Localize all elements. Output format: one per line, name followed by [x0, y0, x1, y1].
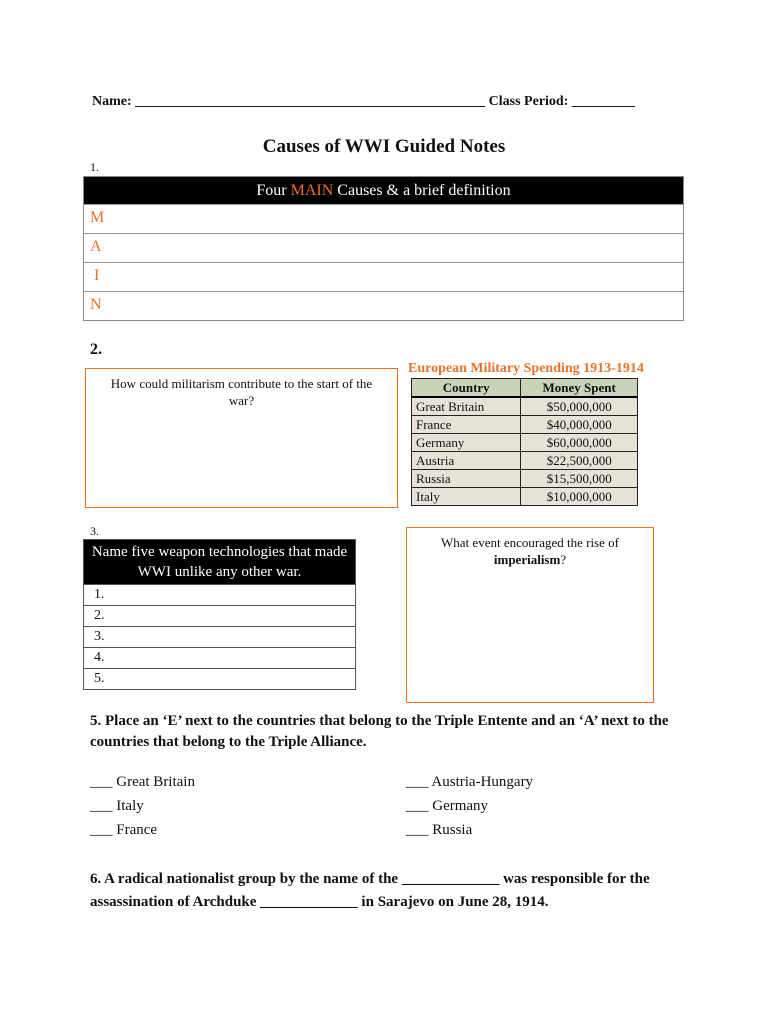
table-row	[412, 397, 638, 416]
table-row	[412, 434, 638, 452]
country-cell: Russia	[412, 470, 521, 488]
period-label: Class Period:	[488, 94, 569, 109]
country-cell: Austria	[412, 452, 521, 470]
money-cell: $15,500,000	[521, 470, 638, 488]
table-row	[412, 470, 638, 488]
q5-prompt: 5. Place an ‘E’ next to the countries that belong to the Triple Entente and an ‘A’ next to the countries that belong to the Triple Alliance.	[90, 713, 669, 750]
main-row-n[interactable]	[84, 291, 683, 320]
weapons-heading: Name five weapon technologies that made WWI unlike any other war.	[84, 540, 355, 584]
heading-main-highlight: MAIN	[290, 182, 334, 199]
letter-n: N	[90, 296, 102, 313]
col-money: Money Spent	[521, 379, 638, 398]
name-line	[92, 94, 635, 110]
table-row	[412, 416, 638, 434]
country-cell: Great Britain	[412, 397, 521, 416]
country-cell: France	[412, 416, 521, 434]
main-causes-table	[83, 176, 684, 321]
imperialism-question-mark: ?	[560, 552, 567, 567]
table-row	[412, 488, 638, 506]
weapon-row-5[interactable]: 5.	[84, 668, 355, 689]
imperialism-question	[407, 528, 653, 568]
main-table-heading	[84, 177, 683, 204]
choice-italy[interactable]: ___ Italy	[90, 798, 144, 814]
weapon-row-2[interactable]: 2.	[84, 605, 355, 626]
imperialism-answer-box[interactable]	[406, 527, 654, 703]
money-cell: $60,000,000	[521, 434, 638, 452]
imperialism-keyword: imperialism	[493, 552, 561, 567]
weapons-table	[83, 539, 356, 690]
weapon-row-4[interactable]: 4.	[84, 647, 355, 668]
q3-number: 3.	[90, 524, 99, 538]
main-row-m[interactable]	[84, 204, 683, 233]
choice-great-britain[interactable]: ___ Great Britain	[90, 774, 195, 790]
money-cell: $10,000,000	[521, 488, 638, 506]
col-country: Country	[412, 379, 521, 398]
money-cell: $40,000,000	[521, 416, 638, 434]
period-blank[interactable]: _________	[571, 94, 635, 109]
letter-a: A	[90, 238, 102, 255]
name-label: Name:	[92, 94, 132, 109]
militarism-question: How could militarism contribute to the start of the war?	[110, 376, 373, 408]
name-blank[interactable]: __________________________________________________	[135, 94, 486, 109]
main-row-a[interactable]	[84, 233, 683, 262]
money-cell: $50,000,000	[521, 397, 638, 416]
money-cell: $22,500,000	[521, 452, 638, 470]
q1-number: 1.	[90, 160, 99, 174]
heading-text-after: Causes & a brief definition	[333, 182, 511, 199]
q6-prompt: 6. A radical nationalist group by the name of the _____________ was responsible for the assassination of Archduke _____________ in Sarajevo on June 28, 1914.	[90, 871, 650, 910]
choice-austria-hungary[interactable]: ___ Austria-Hungary	[406, 774, 534, 790]
choice-france[interactable]: ___ France	[90, 822, 158, 838]
page-title: Causes of WWI Guided Notes	[262, 136, 506, 157]
letter-m: M	[90, 209, 105, 226]
country-cell: Germany	[412, 434, 521, 452]
imperialism-question-text: What event encouraged the rise of	[441, 535, 619, 550]
letter-i: I	[94, 267, 100, 284]
choice-russia[interactable]: ___ Russia	[406, 822, 473, 838]
spending-title: European Military Spending 1913-1914	[408, 361, 644, 376]
heading-text-before: Four	[256, 182, 291, 199]
q2-number: 2.	[90, 341, 102, 358]
choice-germany[interactable]: ___ Germany	[406, 798, 489, 814]
weapon-row-3[interactable]: 3.	[84, 626, 355, 647]
militarism-answer-box[interactable]	[85, 368, 398, 508]
spending-table	[411, 378, 638, 506]
country-cell: Italy	[412, 488, 521, 506]
main-row-i[interactable]	[84, 262, 683, 291]
table-row	[412, 452, 638, 470]
weapon-row-1[interactable]: 1.	[84, 584, 355, 605]
